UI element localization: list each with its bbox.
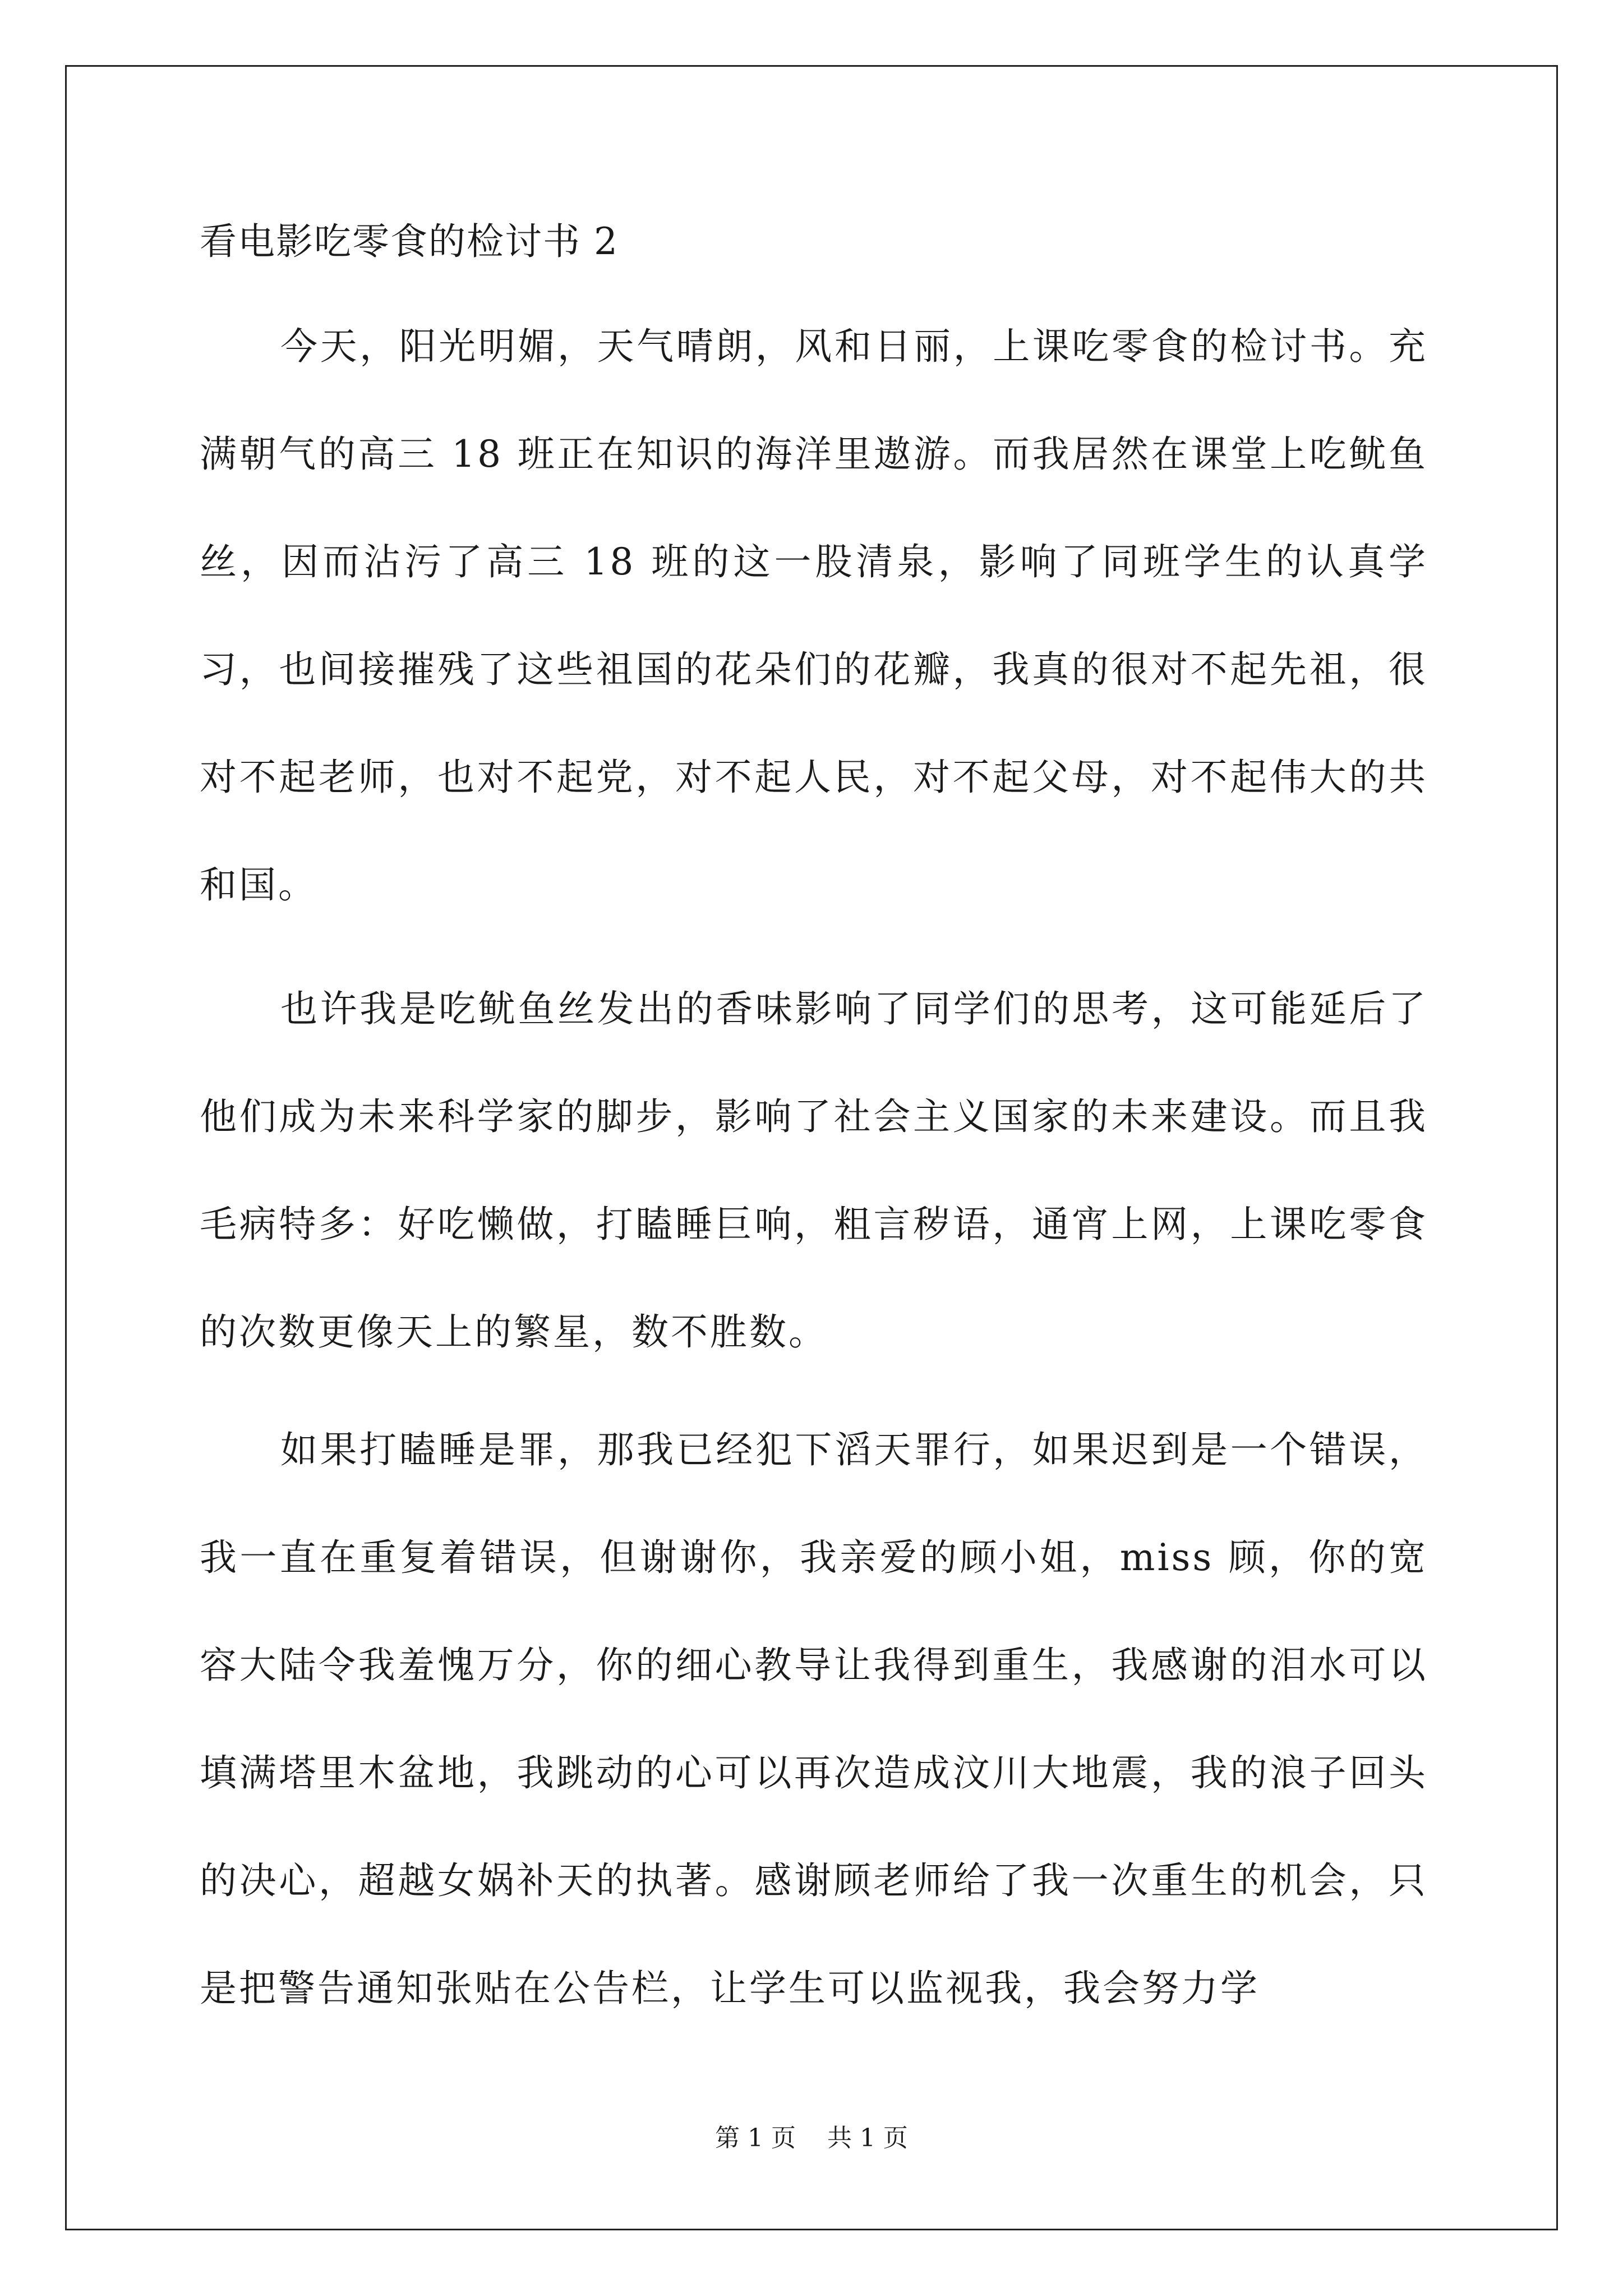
paragraph-2: 也许我是吃鱿鱼丝发出的香味影响了同学们的思考，这可能延后了他们成为未来科学家的脚步，影响了社会主义国家的未来建设。而且我毛病特多：好吃懒做，打瞌睡巨响，粗言秽语，通宵上网，上课吃零食的次数更像天上的繁星，数不胜数。 xyxy=(200,987,1428,1354)
paragraph-1: 今天，阳光明媚，天气晴朗，风和日丽，上课吃零食的检讨书。充满朝气的高三 18 班正在知识的海洋里遨游。而我居然在课堂上吃鱿鱼丝，因而沾污了高三 18 班的这一股清泉，影响了同班学生的认真学习，也间接摧残了这些祖国的花朵们的花瓣，我真的很对不起先祖，很对不起老师，也对不起党，对不起人民，对不起父母，对不起伟大的共和国。 xyxy=(200,325,1428,907)
page-number-footer: 第 1 页 共 1 页 xyxy=(715,2124,908,2152)
document-title: 看电影吃零食的检讨书 2 xyxy=(200,220,619,263)
paragraph-3: 如果打瞌睡是罪，那我已经犯下滔天罪行，如果迟到是一个错误，我一直在重复着错误，但谢谢你，我亲爱的顾小姐，miss 顾，你的宽容大陆令我羞愧万分，你的细心教导让我得到重生，我感谢的泪水可以填满塔里木盆地，我跳动的心可以再次造成汶川大地震，我的浪子回头的决心，超越女娲补天的执著。感谢顾老师给了我一次重生的机会，只是把警告通知张贴在公告栏，让学生可以监视我，我会努力学 xyxy=(200,1428,1428,2010)
